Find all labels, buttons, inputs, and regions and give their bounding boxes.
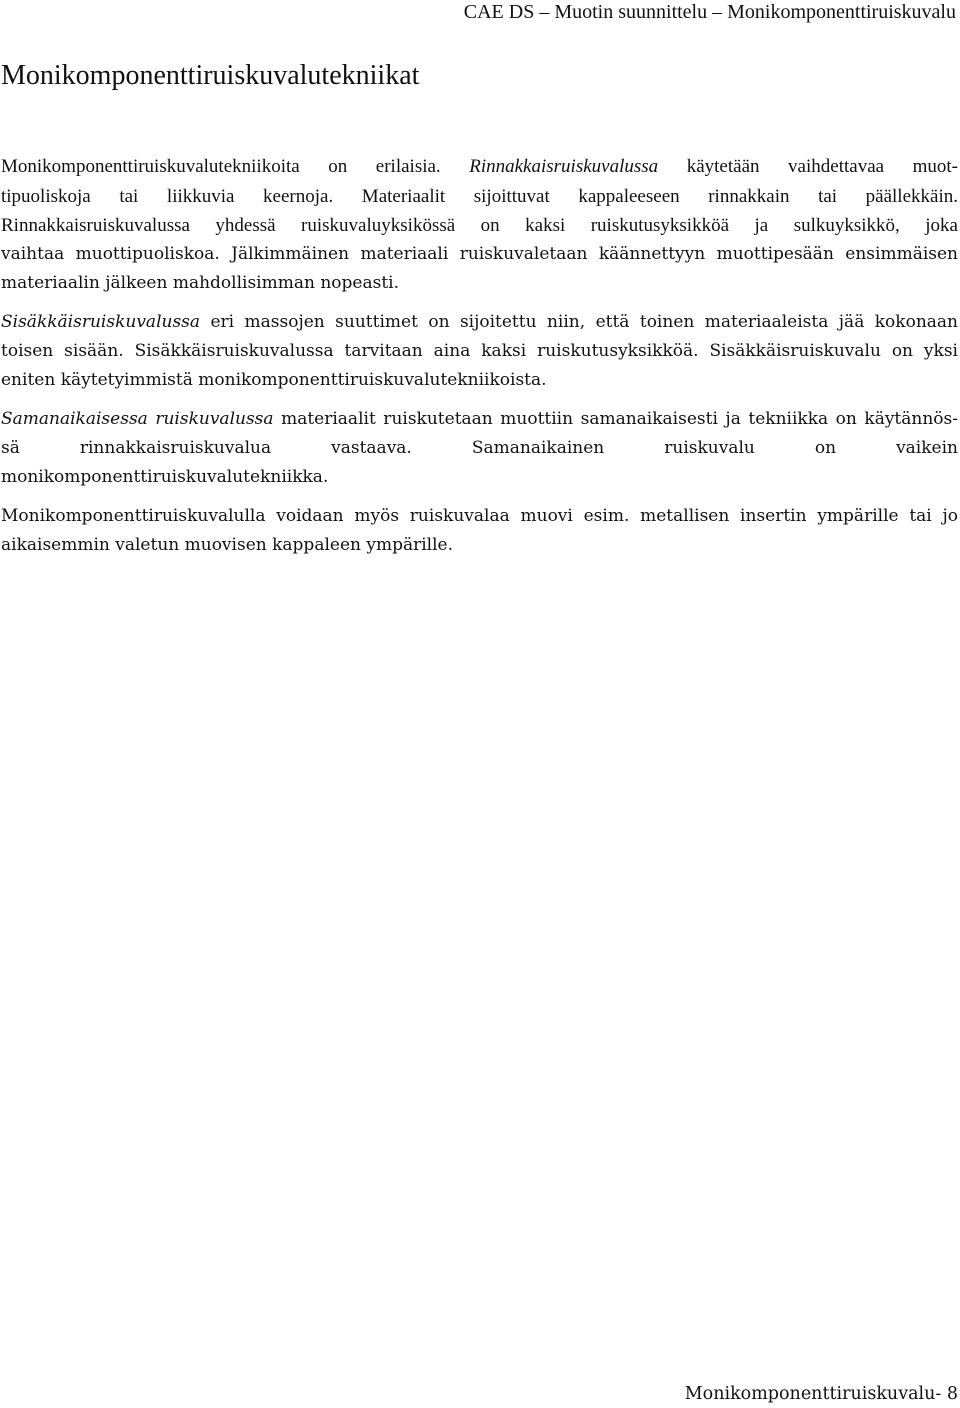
running-header: CAE DS – Muotin suunnittelu – Monikomponenttiruiskuvalu xyxy=(463,1,956,23)
paragraph-text: käytetään vaihdettavaa muot- xyxy=(658,156,958,177)
paragraph-text: eri massojen suuttimet on sijoitettu niin, että toinen materiaaleista jää kokonaan xyxy=(200,312,958,332)
paragraph-line: monikomponenttiruiskuvalutekniikka. xyxy=(1,467,329,487)
paragraph-line: toisen sisään. Sisäkkäisruiskuvalussa tarvitaan aina kaksi ruiskutusyksikköä. Sisäkkäisruiskuvalu on yksi xyxy=(1,341,958,361)
paragraph-line: vaihtaa muottipuoliskoa. Jälkimmäinen materiaali ruiskuvaletaan käännettyyn muottipesään ensimmäisen xyxy=(1,244,958,264)
emphasized-term: Sisäkkäisruiskuvalussa xyxy=(1,312,201,332)
paragraph-line: sä rinnakkaisruiskuvalua vastaava. Samanaikainen ruiskuvalu on vaikein xyxy=(1,438,958,458)
emphasized-term: Samanaikaisessa ruiskuvalussa xyxy=(1,409,274,429)
paragraph-line xyxy=(1,152,958,182)
paragraph-line: materiaalin jälkeen mahdollisimman nopeasti. xyxy=(1,273,400,293)
paragraph-line: Monikomponenttiruiskuvalulla voidaan myös ruiskuvalaa muovi esim. metallisen insertin ympärille tai jo xyxy=(1,506,958,526)
document-title: Monikomponenttiruiskuvalutekniikat xyxy=(1,60,420,91)
paragraph-insert-molding xyxy=(1,502,958,560)
paragraph-simultaneous-injection xyxy=(1,405,958,492)
paragraph-line: tipuoliskoja tai liikkuvia keernoja. Materiaalit sijoittuvat kappaleeseen rinnakkain tai päällekkäin. xyxy=(1,186,958,207)
paragraph-nested-injection xyxy=(1,308,958,395)
paragraph-line: eniten käytetyimmistä monikomponenttiruiskuvalutekniikoista. xyxy=(1,370,547,390)
document-body xyxy=(1,152,958,570)
emphasized-term: Rinnakkaisruiskuvalussa xyxy=(469,156,659,177)
paragraph-parallel-injection xyxy=(1,152,958,298)
paragraph-text: materiaalit ruiskutetaan muottiin samanaikaisesti ja tekniikka on käytännös- xyxy=(273,409,959,429)
paragraph-line xyxy=(1,308,958,337)
paragraph-line: Rinnakkaisruiskuvalussa yhdessä ruiskuvaluyksikössä on kaksi ruiskutusyksikköä ja sulkuyksikkö, joka xyxy=(1,215,958,236)
paragraph-line: aikaisemmin valetun muovisen kappaleen ympärille. xyxy=(1,535,454,555)
paragraph-line xyxy=(1,405,958,434)
page-footer: Monikomponenttiruiskuvalu- 8 xyxy=(684,1384,958,1404)
paragraph-text: Monikomponenttiruiskuvalutekniikoita on erilaisia. xyxy=(1,156,470,177)
